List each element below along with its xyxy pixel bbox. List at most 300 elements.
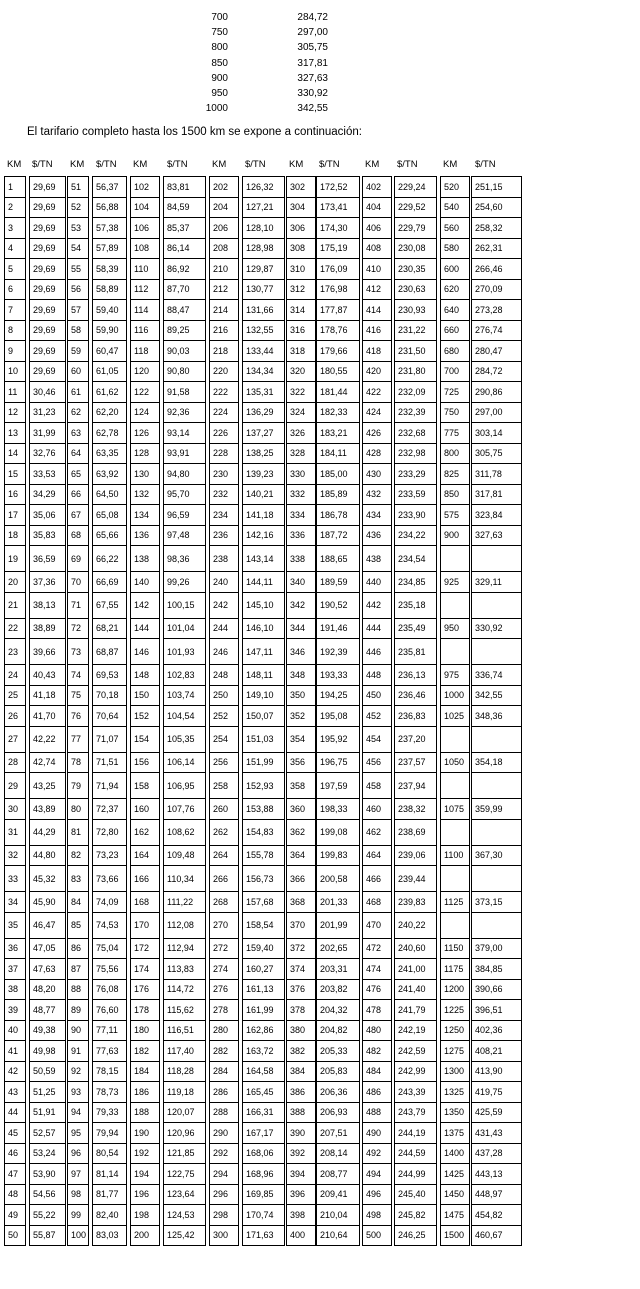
intro-text: El tarifario completo hasta los 1500 km se expone a continuación:	[27, 126, 362, 138]
summary-table	[196, 10, 331, 116]
km-cell: 31	[4, 819, 26, 846]
km-cell: 96	[67, 1143, 89, 1165]
price-cell: 229,52	[394, 197, 437, 219]
table-row	[4, 866, 522, 892]
km-cell: 1050	[440, 752, 470, 774]
km-cell: 92	[67, 1061, 89, 1083]
table-row	[4, 403, 522, 424]
price-cell: 161,13	[242, 979, 285, 1001]
km-cell: 7	[4, 299, 26, 321]
km-cell: 256	[209, 752, 239, 774]
km-cell: 124	[130, 402, 160, 424]
km-cell: 148	[130, 664, 160, 686]
km-cell: 266	[209, 865, 239, 892]
km-cell: 492	[362, 1143, 392, 1165]
price-cell: 118,28	[163, 1061, 206, 1083]
price-cell: 231,50	[394, 340, 437, 362]
km-cell: 154	[130, 726, 160, 753]
km-cell: 442	[362, 592, 392, 619]
table-row	[4, 177, 522, 198]
price-cell: 197,59	[316, 772, 360, 799]
km-cell: 108	[130, 238, 160, 260]
km-cell: 850	[440, 484, 470, 506]
price-cell: 327,63	[471, 525, 522, 547]
km-cell: 100	[67, 1225, 89, 1247]
price-cell: 111,22	[163, 891, 206, 913]
price-cell: 191,46	[316, 618, 360, 640]
km-cell: 35	[4, 912, 26, 939]
price-cell: 37,36	[29, 571, 66, 593]
km-cell: 48	[4, 1184, 26, 1206]
km-cell: 498	[362, 1204, 392, 1226]
price-cell: 183,21	[316, 422, 360, 444]
table-row	[4, 913, 522, 939]
km-cell: 228	[209, 443, 239, 465]
price-cell: 75,56	[92, 958, 127, 980]
km-cell: 89	[67, 999, 89, 1021]
km-cell: 17	[4, 504, 26, 526]
price-cell: 107,76	[163, 798, 206, 820]
km-cell: 1200	[440, 979, 470, 1001]
price-cell: 71,94	[92, 772, 127, 799]
km-cell: 274	[209, 958, 239, 980]
price-cell: 90,80	[163, 361, 206, 383]
price-cell: 254,60	[471, 197, 522, 219]
price-cell: 63,35	[92, 443, 127, 465]
table-row	[4, 706, 522, 727]
price-cell: 160,27	[242, 958, 285, 980]
km-cell: 238	[209, 545, 239, 572]
price-cell	[471, 912, 522, 939]
km-cell: 34	[4, 891, 26, 913]
price-cell: 151,03	[242, 726, 285, 753]
km-cell: 128	[130, 443, 160, 465]
price-cell: 63,92	[92, 463, 127, 485]
price-cell: 232,09	[394, 381, 437, 403]
km-cell: 1075	[440, 798, 470, 820]
table-row	[4, 1103, 522, 1124]
price-cell: 44,29	[29, 819, 66, 846]
km-cell: 472	[362, 938, 392, 960]
km-cell: 496	[362, 1184, 392, 1206]
km-cell: 466	[362, 865, 392, 892]
price-cell: 323,84	[471, 504, 522, 526]
price-cell: 116,51	[163, 1020, 206, 1042]
price-cell: 38,89	[29, 618, 66, 640]
km-cell: 310	[286, 258, 316, 280]
km-cell: 248	[209, 664, 239, 686]
price-cell	[471, 726, 522, 753]
price-cell	[471, 865, 522, 892]
km-cell: 182	[130, 1040, 160, 1062]
price-cell: 56,37	[92, 176, 127, 198]
price-cell: 42,74	[29, 752, 66, 774]
km-cell: 660	[440, 320, 470, 342]
summary-km: 950	[211, 88, 228, 100]
km-cell: 166	[130, 865, 160, 892]
price-cell: 305,75	[471, 443, 522, 465]
price-cell: 236,83	[394, 705, 437, 727]
km-cell: 330	[286, 463, 316, 485]
km-cell: 482	[362, 1040, 392, 1062]
price-cell: 82,40	[92, 1204, 127, 1226]
price-cell: 113,83	[163, 958, 206, 980]
km-cell: 775	[440, 422, 470, 444]
table-row	[4, 846, 522, 867]
km-cell: 156	[130, 752, 160, 774]
km-cell: 41	[4, 1040, 26, 1062]
price-cell: 239,44	[394, 865, 437, 892]
table-row	[4, 1041, 522, 1062]
table-row	[4, 619, 522, 640]
km-cell: 575	[440, 504, 470, 526]
km-cell: 486	[362, 1081, 392, 1103]
km-cell: 296	[209, 1184, 239, 1206]
km-cell: 80	[67, 798, 89, 820]
km-cell: 15	[4, 463, 26, 485]
km-cell: 444	[362, 618, 392, 640]
price-cell: 29,69	[29, 238, 66, 260]
price-cell: 266,46	[471, 258, 522, 280]
header-price: $/TN	[96, 159, 117, 170]
price-cell: 177,87	[316, 299, 360, 321]
price-cell: 201,33	[316, 891, 360, 913]
price-cell: 77,11	[92, 1020, 127, 1042]
km-cell: 680	[440, 340, 470, 362]
price-cell: 103,74	[163, 685, 206, 707]
km-cell	[440, 592, 470, 619]
km-cell: 394	[286, 1163, 316, 1185]
km-cell: 362	[286, 819, 316, 846]
km-cell: 1100	[440, 845, 470, 867]
km-cell: 414	[362, 299, 392, 321]
summary-row	[196, 56, 331, 71]
price-cell: 243,39	[394, 1081, 437, 1103]
km-cell: 338	[286, 545, 316, 572]
price-cell: 175,19	[316, 238, 360, 260]
price-cell: 102,83	[163, 664, 206, 686]
price-cell: 276,74	[471, 320, 522, 342]
km-cell: 212	[209, 279, 239, 301]
table-row	[4, 362, 522, 383]
price-cell: 229,79	[394, 217, 437, 239]
km-cell: 434	[362, 504, 392, 526]
price-cell: 121,85	[163, 1143, 206, 1165]
price-cell: 241,40	[394, 979, 437, 1001]
km-cell: 72	[67, 618, 89, 640]
km-cell: 6	[4, 279, 26, 301]
price-cell: 187,72	[316, 525, 360, 547]
km-cell: 750	[440, 402, 470, 424]
price-cell: 66,22	[92, 545, 127, 572]
price-cell: 330,92	[471, 618, 522, 640]
km-cell: 236	[209, 525, 239, 547]
km-cell: 53	[67, 217, 89, 239]
km-cell: 1500	[440, 1225, 470, 1247]
km-cell: 424	[362, 402, 392, 424]
price-cell: 55,22	[29, 1204, 66, 1226]
price-cell: 152,93	[242, 772, 285, 799]
price-cell: 233,29	[394, 463, 437, 485]
price-cell: 178,76	[316, 320, 360, 342]
km-cell: 280	[209, 1020, 239, 1042]
price-cell: 367,30	[471, 845, 522, 867]
price-cell: 198,33	[316, 798, 360, 820]
km-cell: 186	[130, 1081, 160, 1103]
price-cell: 29,69	[29, 279, 66, 301]
km-cell: 46	[4, 1143, 26, 1165]
km-cell: 640	[440, 299, 470, 321]
price-cell: 180,55	[316, 361, 360, 383]
price-cell: 29,69	[29, 299, 66, 321]
km-cell: 286	[209, 1081, 239, 1103]
km-cell: 14	[4, 443, 26, 465]
km-cell: 69	[67, 545, 89, 572]
price-cell: 131,66	[242, 299, 285, 321]
price-cell: 359,99	[471, 798, 522, 820]
price-cell: 193,33	[316, 664, 360, 686]
price-cell: 73,23	[92, 845, 127, 867]
km-cell: 452	[362, 705, 392, 727]
price-cell: 84,59	[163, 197, 206, 219]
summary-km: 850	[211, 57, 228, 69]
km-cell: 312	[286, 279, 316, 301]
price-cell: 234,22	[394, 525, 437, 547]
km-cell: 94	[67, 1102, 89, 1124]
summary-row	[196, 86, 331, 101]
price-cell: 93,91	[163, 443, 206, 465]
table-row	[4, 444, 522, 465]
price-cell: 109,48	[163, 845, 206, 867]
price-cell: 431,43	[471, 1122, 522, 1144]
price-cell: 71,07	[92, 726, 127, 753]
km-cell: 40	[4, 1020, 26, 1042]
km-cell: 390	[286, 1122, 316, 1144]
km-cell: 49	[4, 1204, 26, 1226]
km-cell: 4	[4, 238, 26, 260]
price-cell: 35,06	[29, 504, 66, 526]
price-cell: 235,18	[394, 592, 437, 619]
price-cell: 232,98	[394, 443, 437, 465]
km-cell: 620	[440, 279, 470, 301]
price-cell: 413,90	[471, 1061, 522, 1083]
km-cell: 1	[4, 176, 26, 198]
price-cell: 244,19	[394, 1122, 437, 1144]
price-cell: 164,58	[242, 1061, 285, 1083]
summary-km: 750	[211, 27, 228, 39]
km-cell: 200	[130, 1225, 160, 1247]
km-cell: 975	[440, 664, 470, 686]
price-cell: 38,13	[29, 592, 66, 619]
km-cell: 580	[440, 238, 470, 260]
km-cell: 560	[440, 217, 470, 239]
km-cell: 426	[362, 422, 392, 444]
km-cell: 388	[286, 1102, 316, 1124]
km-cell: 216	[209, 320, 239, 342]
km-cell: 408	[362, 238, 392, 260]
price-cell: 208,77	[316, 1163, 360, 1185]
km-cell: 116	[130, 320, 160, 342]
price-cell: 83,03	[92, 1225, 127, 1247]
price-cell: 203,31	[316, 958, 360, 980]
km-cell: 490	[362, 1122, 392, 1144]
price-cell: 112,94	[163, 938, 206, 960]
km-cell: 79	[67, 772, 89, 799]
price-cell: 133,44	[242, 340, 285, 362]
km-cell: 264	[209, 845, 239, 867]
table-row	[4, 1226, 522, 1247]
km-cell: 476	[362, 979, 392, 1001]
price-cell: 101,93	[163, 638, 206, 665]
table-row	[4, 959, 522, 980]
summary-price: 317,81	[297, 57, 328, 69]
price-cell: 390,66	[471, 979, 522, 1001]
table-row	[4, 1000, 522, 1021]
km-cell: 158	[130, 772, 160, 799]
km-cell: 37	[4, 958, 26, 980]
table-row	[4, 665, 522, 686]
summary-price: 342,55	[297, 103, 328, 115]
km-cell: 55	[67, 258, 89, 280]
km-cell: 230	[209, 463, 239, 485]
table-row	[4, 485, 522, 506]
price-cell: 145,10	[242, 592, 285, 619]
km-cell: 97	[67, 1163, 89, 1185]
table-row	[4, 464, 522, 485]
price-cell: 57,89	[92, 238, 127, 260]
km-cell: 24	[4, 664, 26, 686]
km-cell: 45	[4, 1122, 26, 1144]
km-cell: 28	[4, 752, 26, 774]
price-cell: 448,97	[471, 1184, 522, 1206]
price-cell: 36,59	[29, 545, 66, 572]
km-cell: 350	[286, 685, 316, 707]
price-cell: 251,15	[471, 176, 522, 198]
km-cell: 474	[362, 958, 392, 980]
header-km: KM	[7, 159, 22, 170]
price-cell: 200,58	[316, 865, 360, 892]
price-cell: 166,31	[242, 1102, 285, 1124]
price-cell: 245,82	[394, 1204, 437, 1226]
price-cell	[471, 638, 522, 665]
summary-km: 1000	[205, 103, 228, 115]
km-cell	[440, 819, 470, 846]
summary-km: 900	[211, 72, 228, 84]
price-cell: 194,25	[316, 685, 360, 707]
km-cell: 272	[209, 938, 239, 960]
price-cell: 79,33	[92, 1102, 127, 1124]
price-cell: 31,23	[29, 402, 66, 424]
price-cell: 30,46	[29, 381, 66, 403]
price-cell: 87,70	[163, 279, 206, 301]
price-cell: 123,64	[163, 1184, 206, 1206]
km-cell: 25	[4, 685, 26, 707]
price-cell: 167,17	[242, 1122, 285, 1144]
price-cell: 419,75	[471, 1081, 522, 1103]
summary-row	[196, 101, 331, 116]
price-cell: 206,93	[316, 1102, 360, 1124]
price-cell: 47,05	[29, 938, 66, 960]
km-cell: 406	[362, 217, 392, 239]
km-cell: 540	[440, 197, 470, 219]
price-cell: 89,25	[163, 320, 206, 342]
price-cell: 242,99	[394, 1061, 437, 1083]
km-cell: 925	[440, 571, 470, 593]
km-cell: 162	[130, 819, 160, 846]
km-cell: 358	[286, 772, 316, 799]
price-cell: 97,48	[163, 525, 206, 547]
price-cell: 242,59	[394, 1040, 437, 1062]
km-cell: 180	[130, 1020, 160, 1042]
km-cell: 494	[362, 1163, 392, 1185]
price-cell: 65,66	[92, 525, 127, 547]
price-cell: 148,11	[242, 664, 285, 686]
km-cell: 168	[130, 891, 160, 913]
price-cell: 49,98	[29, 1040, 66, 1062]
price-cell: 329,11	[471, 571, 522, 593]
km-cell: 56	[67, 279, 89, 301]
km-cell: 21	[4, 592, 26, 619]
km-cell: 172	[130, 938, 160, 960]
km-cell: 398	[286, 1204, 316, 1226]
price-cell: 195,92	[316, 726, 360, 753]
price-cell: 205,33	[316, 1040, 360, 1062]
km-cell: 62	[67, 402, 89, 424]
price-cell: 127,21	[242, 197, 285, 219]
km-cell: 950	[440, 618, 470, 640]
price-cell: 108,62	[163, 819, 206, 846]
price-cell: 71,51	[92, 752, 127, 774]
km-cell: 242	[209, 592, 239, 619]
price-cell: 205,83	[316, 1061, 360, 1083]
price-cell: 163,72	[242, 1040, 285, 1062]
price-cell: 34,29	[29, 484, 66, 506]
km-cell: 32	[4, 845, 26, 867]
km-cell: 488	[362, 1102, 392, 1124]
price-cell: 196,75	[316, 752, 360, 774]
km-cell	[440, 545, 470, 572]
header-price: $/TN	[475, 159, 496, 170]
price-cell: 29,69	[29, 197, 66, 219]
km-cell: 700	[440, 361, 470, 383]
km-cell: 66	[67, 484, 89, 506]
price-cell: 229,24	[394, 176, 437, 198]
price-cell: 241,79	[394, 999, 437, 1021]
price-cell: 237,20	[394, 726, 437, 753]
price-cell: 207,51	[316, 1122, 360, 1144]
table-row	[4, 639, 522, 665]
price-cell: 437,28	[471, 1143, 522, 1165]
price-cell: 149,10	[242, 685, 285, 707]
price-cell: 126,32	[242, 176, 285, 198]
price-cell: 162,86	[242, 1020, 285, 1042]
km-cell: 86	[67, 938, 89, 960]
price-cell: 234,85	[394, 571, 437, 593]
table-row	[4, 727, 522, 753]
price-cell: 204,32	[316, 999, 360, 1021]
km-cell: 308	[286, 238, 316, 260]
km-cell: 438	[362, 545, 392, 572]
km-cell: 9	[4, 340, 26, 362]
km-cell: 226	[209, 422, 239, 444]
price-cell: 159,40	[242, 938, 285, 960]
header-km: KM	[443, 159, 458, 170]
km-cell: 1350	[440, 1102, 470, 1124]
price-cell: 99,26	[163, 571, 206, 593]
header-price: $/TN	[167, 159, 188, 170]
km-cell: 110	[130, 258, 160, 280]
km-cell: 214	[209, 299, 239, 321]
